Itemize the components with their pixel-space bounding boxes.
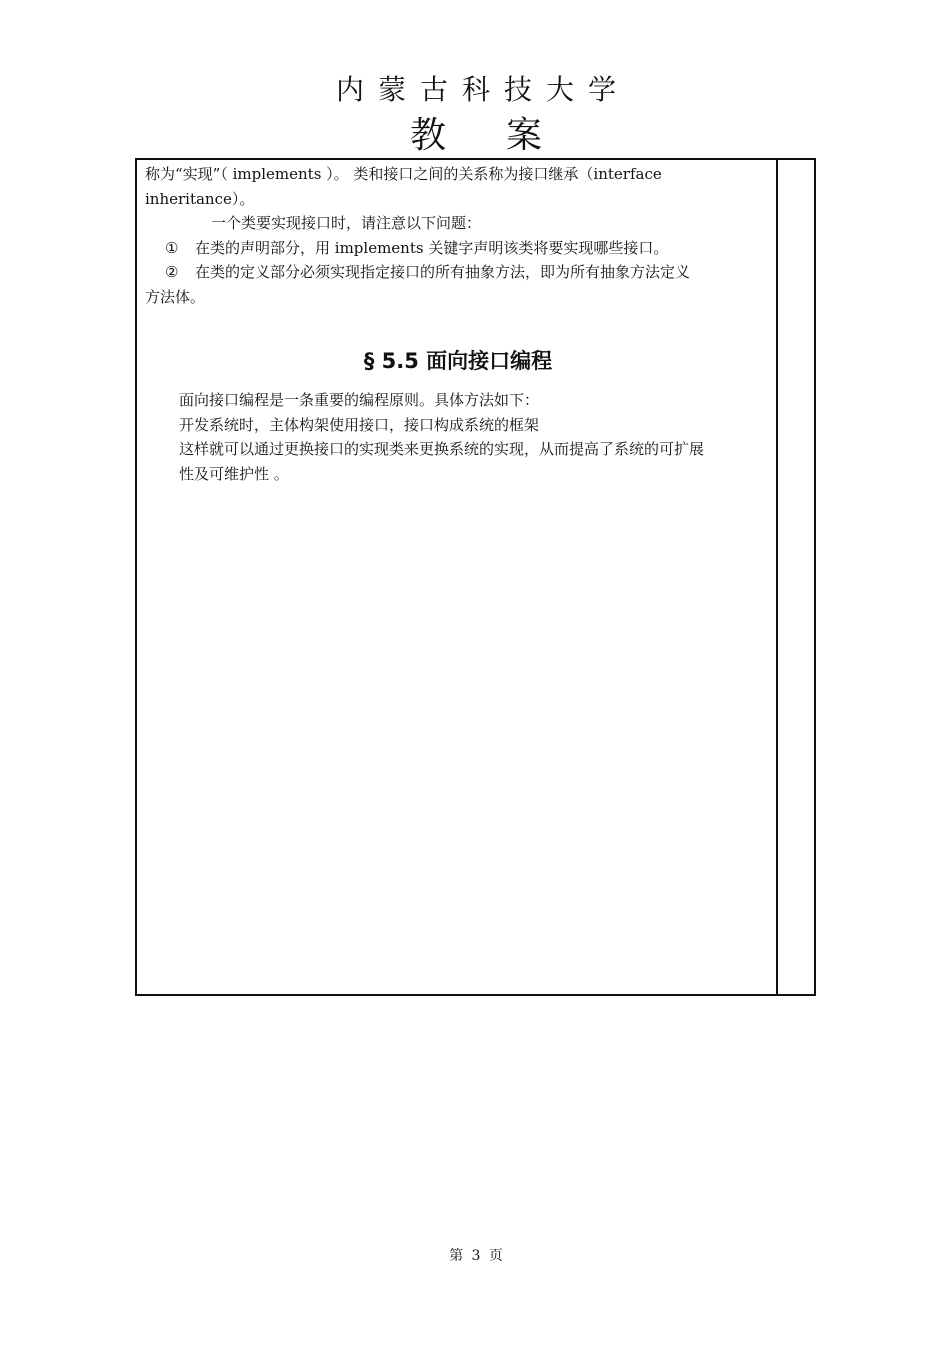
- list-number: ①: [165, 238, 179, 257]
- section-body: [179, 388, 771, 486]
- page-number: 第 3 页: [449, 1248, 503, 1264]
- list-item: [145, 260, 771, 285]
- paragraph-line: 称为“实现”（ implements ）。 类和接口之间的关系称为接口继承（interface: [145, 165, 662, 183]
- document-type-title: 教案: [409, 115, 602, 156]
- paragraph-line: 开发系统时，主体构架使用接口，接口构成系统的框架: [179, 415, 540, 434]
- paragraph-line: 这样就可以通过更换接口的实现类来更换系统的实现，从而提高了系统的可扩展: [179, 440, 705, 458]
- paragraph-line: 方法体。: [145, 287, 206, 306]
- side-column-divider: [776, 158, 778, 996]
- paragraph-line: 一个类要实现接口时，请注意以下问题：: [211, 214, 482, 232]
- list-item: [145, 236, 771, 261]
- list-number: ②: [165, 263, 179, 281]
- university-title: 内蒙古科技大学: [335, 73, 630, 106]
- list-item-text: 在类的声明部分，用 implements 关键字声明该类将要实现哪些接口。: [195, 238, 669, 257]
- list-item-text: 在类的定义部分必须实现指定接口的所有抽象方法，即为所有抽象方法定义: [195, 263, 691, 281]
- paragraph-line: 性及可维护性 。: [179, 464, 289, 483]
- section-heading: § 5.5 面向接口编程: [363, 349, 553, 373]
- paragraph-line: 面向接口编程是一条重要的编程原则。具体方法如下：: [179, 391, 540, 409]
- paragraph-line: inheritance）。: [145, 189, 255, 208]
- main-content: [145, 162, 771, 309]
